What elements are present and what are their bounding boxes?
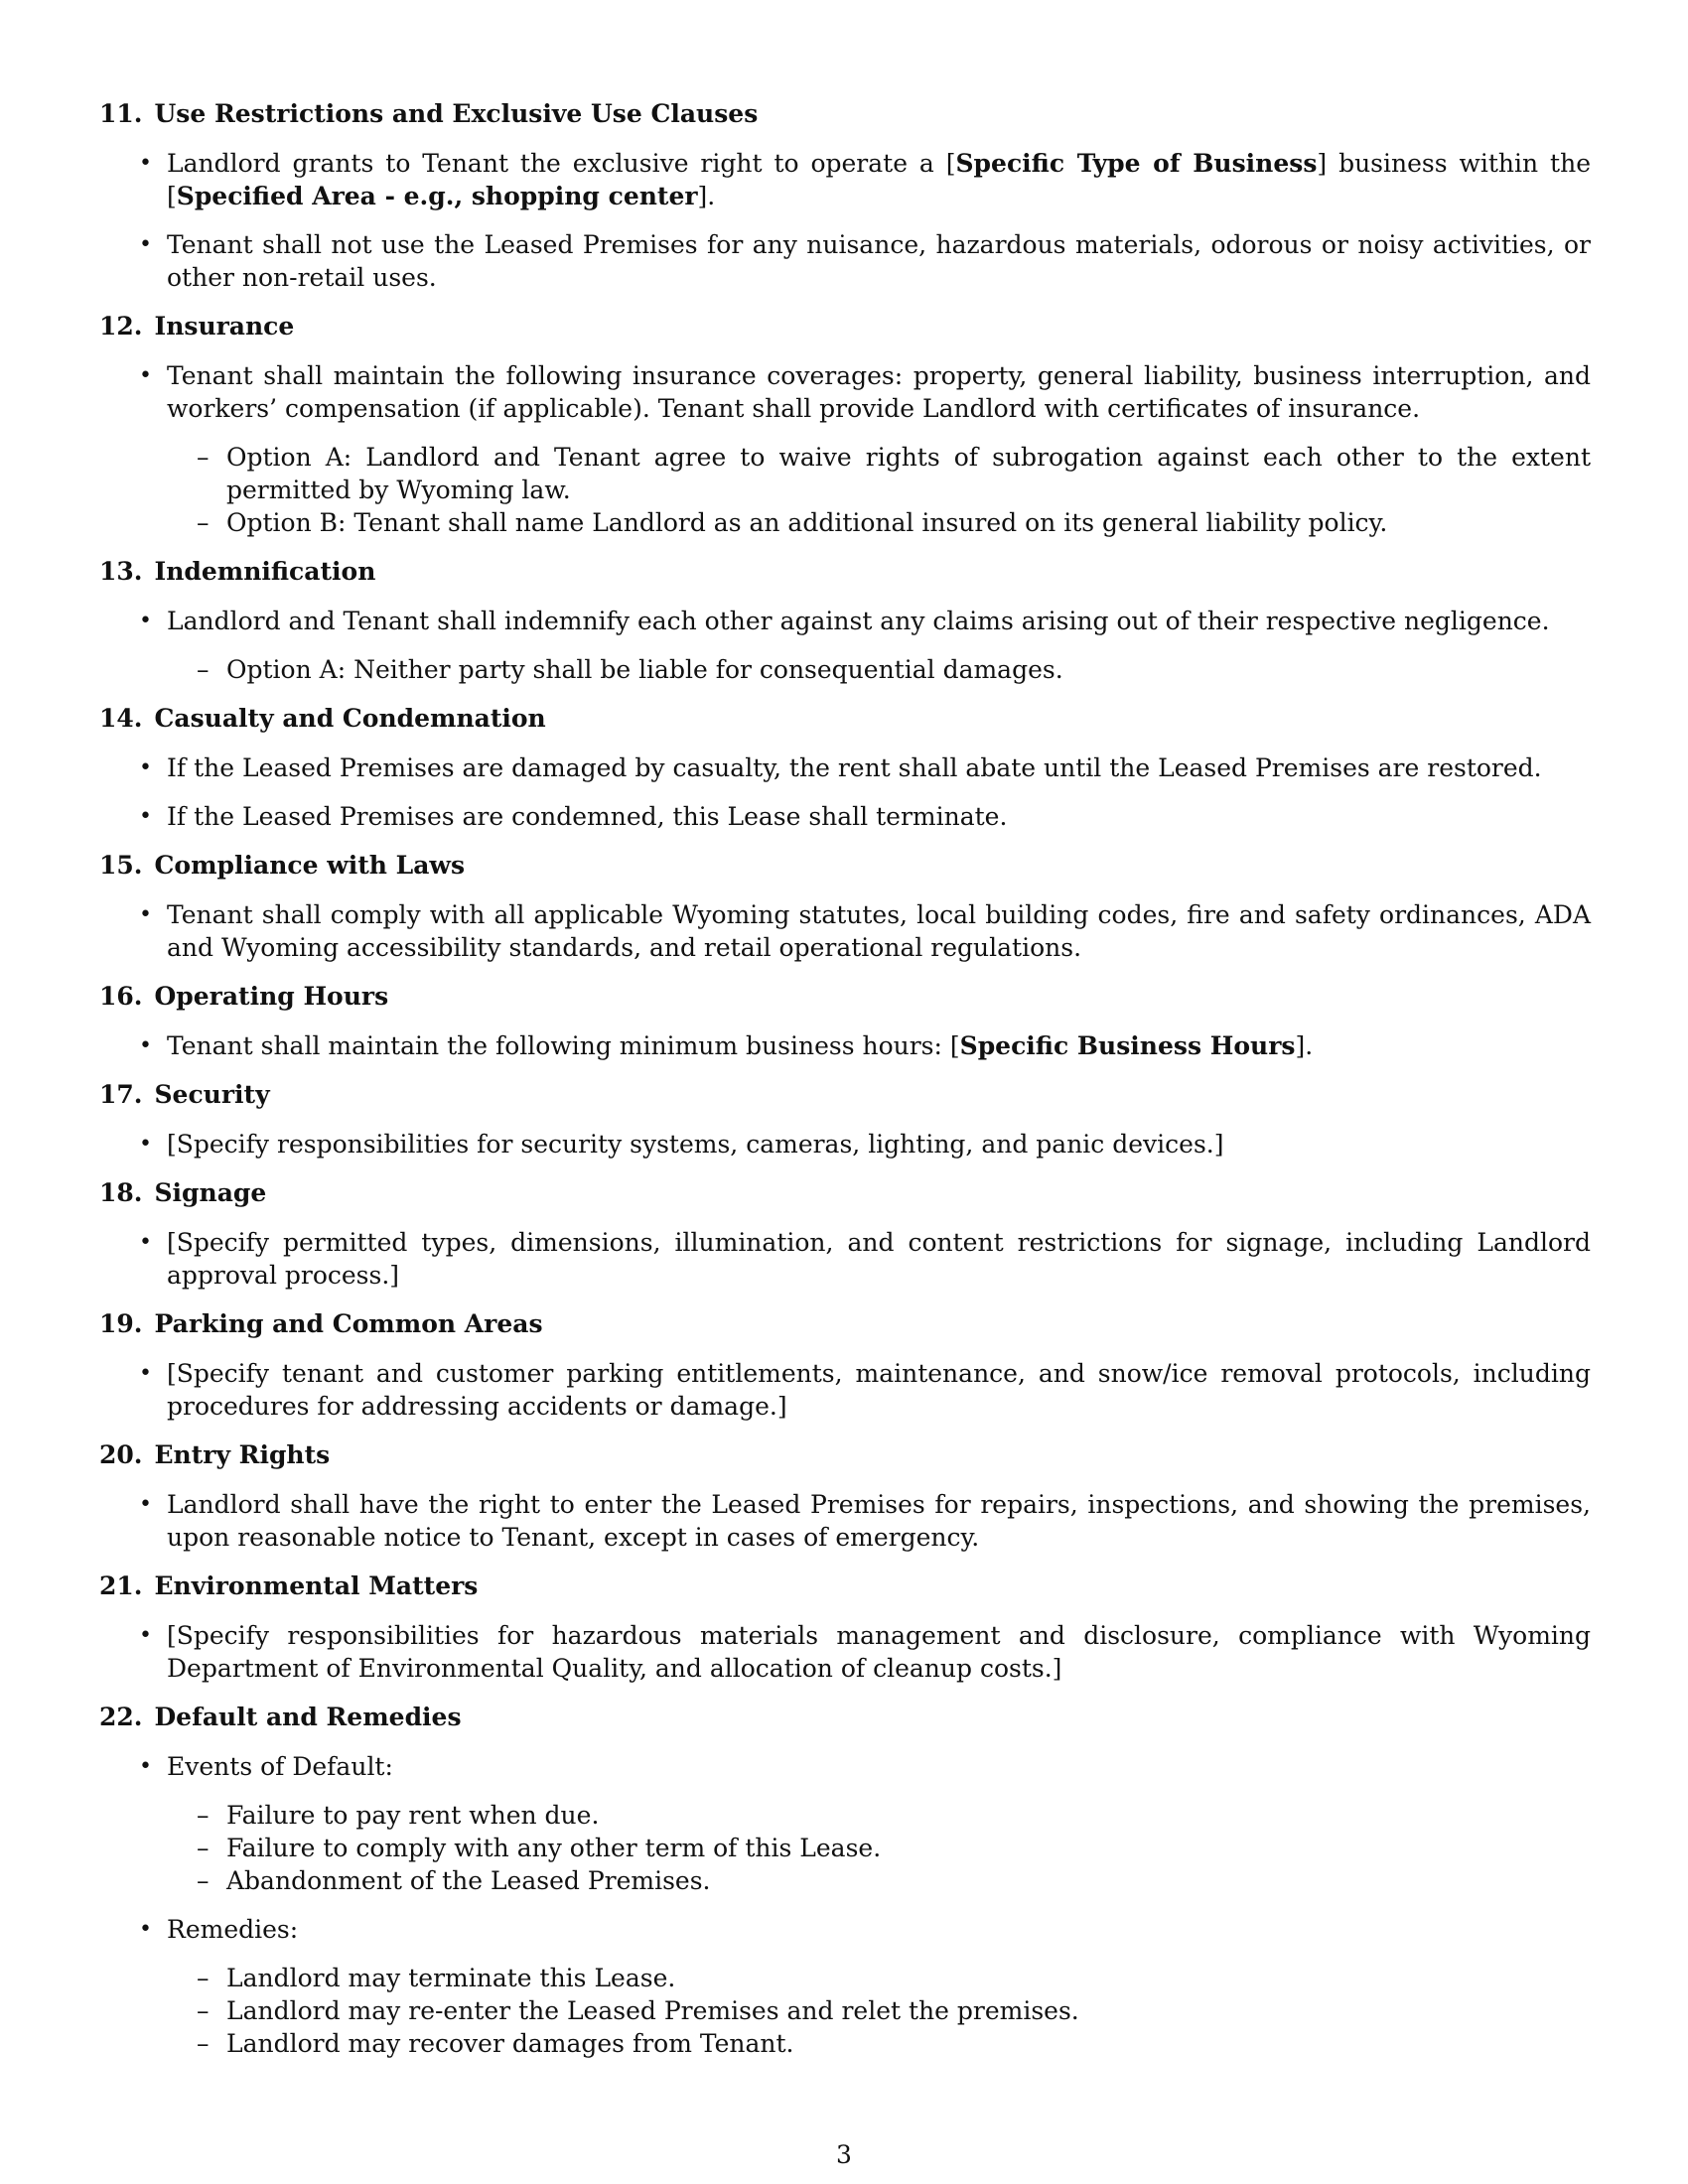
sub-item bbox=[167, 1994, 1591, 2027]
sub-item bbox=[167, 506, 1591, 539]
placeholder-text: Specified Area - e.g., shopping center bbox=[176, 182, 698, 210]
dash-icon: – bbox=[197, 1834, 210, 1862]
sub-item bbox=[167, 1962, 1591, 1994]
section-heading bbox=[99, 1176, 1591, 1210]
section bbox=[99, 97, 1591, 294]
bullet-text: ]. bbox=[1295, 1031, 1314, 1060]
bullet-icon: • bbox=[139, 151, 152, 176]
sub-item-text: Failure to pay rent when due. bbox=[226, 1801, 600, 1830]
section bbox=[99, 555, 1591, 686]
bullet-list bbox=[99, 605, 1591, 686]
bullet-list bbox=[99, 751, 1591, 833]
bullet-item bbox=[99, 147, 1591, 212]
bullet-list bbox=[99, 147, 1591, 294]
section bbox=[99, 1176, 1591, 1292]
bullet-text: Tenant shall maintain the following minimum business hours: [ bbox=[167, 1031, 960, 1060]
sub-item-text: Option B: Tenant shall name Landlord as an additional insured on its general liability policy. bbox=[226, 508, 1388, 537]
bullet-icon: • bbox=[139, 1917, 152, 1942]
section bbox=[99, 980, 1591, 1062]
section-title: Indemnification bbox=[154, 557, 376, 586]
bullet-item bbox=[99, 605, 1591, 686]
sub-item bbox=[167, 1832, 1591, 1864]
section-heading bbox=[99, 1570, 1591, 1603]
bullet-item bbox=[99, 228, 1591, 294]
bullet-icon: • bbox=[139, 1132, 152, 1157]
bullet-text: Events of Default: bbox=[167, 1752, 393, 1781]
section-number: 17. bbox=[99, 1080, 143, 1109]
sub-list bbox=[167, 1799, 1591, 1897]
section-heading bbox=[99, 310, 1591, 343]
sub-item bbox=[167, 1864, 1591, 1897]
section-number: 18. bbox=[99, 1178, 143, 1207]
section-heading bbox=[99, 1307, 1591, 1341]
bullet-text: Tenant shall comply with all applicable Wyoming statutes, local building codes, fire and safety ordinances, ADA and Wyoming accessibility standards, and retail operational regulations. bbox=[167, 900, 1591, 962]
sub-item-text: Failure to comply with any other term of this Lease. bbox=[226, 1834, 882, 1862]
section bbox=[99, 702, 1591, 833]
bullet-list bbox=[99, 1226, 1591, 1292]
section bbox=[99, 1438, 1591, 1554]
section bbox=[99, 1570, 1591, 1685]
dash-icon: – bbox=[197, 1996, 210, 2025]
dash-icon: – bbox=[197, 655, 210, 684]
section bbox=[99, 849, 1591, 964]
sub-list bbox=[167, 653, 1591, 686]
section-number: 11. bbox=[99, 99, 143, 128]
section-number: 22. bbox=[99, 1703, 143, 1731]
sub-item-text: Landlord may terminate this Lease. bbox=[226, 1964, 676, 1992]
bullet-item bbox=[99, 1226, 1591, 1292]
bullet-list bbox=[99, 1619, 1591, 1685]
sub-list bbox=[167, 1962, 1591, 2060]
section-number: 16. bbox=[99, 982, 143, 1011]
bullet-item bbox=[99, 1488, 1591, 1554]
section-title: Casualty and Condemnation bbox=[154, 704, 546, 733]
section-number: 12. bbox=[99, 312, 143, 341]
bullet-icon: • bbox=[139, 755, 152, 780]
bullet-icon: • bbox=[139, 1033, 152, 1058]
bullet-text: If the Leased Premises are condemned, this Lease shall terminate. bbox=[167, 802, 1008, 831]
placeholder-text: Specific Business Hours bbox=[959, 1031, 1296, 1060]
bullet-text: [Specify responsibilities for hazardous materials management and disclosure, compliance with Wyoming Department of Environmental Quality, and allocation of cleanup costs.] bbox=[167, 1621, 1591, 1683]
section-title: Environmental Matters bbox=[154, 1571, 479, 1600]
section-number: 19. bbox=[99, 1309, 143, 1338]
dash-icon: – bbox=[197, 443, 210, 472]
bullet-list bbox=[99, 359, 1591, 539]
sub-item-text: Abandonment of the Leased Premises. bbox=[226, 1866, 711, 1895]
bullet-text: ]. bbox=[697, 182, 716, 210]
bullet-item bbox=[99, 359, 1591, 539]
bullet-icon: • bbox=[139, 1623, 152, 1648]
section-number: 15. bbox=[99, 851, 143, 880]
section-number: 21. bbox=[99, 1571, 143, 1600]
bullet-text: Landlord and Tenant shall indemnify each other against any claims arising out of their respective negligence. bbox=[167, 607, 1550, 635]
bullet-list bbox=[99, 1029, 1591, 1062]
bullet-item bbox=[99, 1619, 1591, 1685]
bullet-text: Tenant shall maintain the following insurance coverages: property, general liability, business interruption, and workers’ compensation (if applicable). Tenant shall provide Landlord with certificates of insurance. bbox=[167, 361, 1591, 423]
bullet-icon: • bbox=[139, 902, 152, 927]
section-title: Entry Rights bbox=[154, 1440, 331, 1469]
section-heading bbox=[99, 849, 1591, 883]
bullet-text: [Specify permitted types, dimensions, illumination, and content restrictions for signage, including Landlord approval process.] bbox=[167, 1228, 1591, 1290]
section-title: Use Restrictions and Exclusive Use Clauses bbox=[154, 99, 759, 128]
bullet-icon: • bbox=[139, 804, 152, 829]
sub-item bbox=[167, 653, 1591, 686]
bullet-text: If the Leased Premises are damaged by casualty, the rent shall abate until the Leased Premises are restored. bbox=[167, 753, 1542, 782]
bullet-icon: • bbox=[139, 232, 152, 257]
bullet-item bbox=[99, 1357, 1591, 1423]
section bbox=[99, 1078, 1591, 1160]
bullet-list bbox=[99, 1128, 1591, 1160]
section-heading bbox=[99, 97, 1591, 131]
section-number: 20. bbox=[99, 1440, 143, 1469]
bullet-icon: • bbox=[139, 1492, 152, 1517]
bullet-icon: • bbox=[139, 1754, 152, 1779]
sub-item bbox=[167, 1799, 1591, 1832]
bullet-item bbox=[99, 751, 1591, 784]
section-heading bbox=[99, 1078, 1591, 1112]
bullet-text: Tenant shall not use the Leased Premises for any nuisance, hazardous materials, odorous or noisy activities, or other non-retail uses. bbox=[167, 230, 1591, 292]
bullet-text: [Specify tenant and customer parking entitlements, maintenance, and snow/ice removal protocols, including procedures for addressing accidents or damage.] bbox=[167, 1359, 1591, 1421]
bullet-item bbox=[99, 1750, 1591, 1897]
bullet-item bbox=[99, 898, 1591, 964]
section-heading bbox=[99, 555, 1591, 589]
bullet-text: [Specify responsibilities for security systems, cameras, lighting, and panic devices.] bbox=[167, 1130, 1224, 1159]
dash-icon: – bbox=[197, 1866, 210, 1895]
bullet-text: Remedies: bbox=[167, 1915, 299, 1944]
section bbox=[99, 310, 1591, 539]
bullet-icon: • bbox=[139, 609, 152, 633]
page-number: 3 bbox=[836, 2140, 852, 2169]
document-page bbox=[99, 97, 1591, 2076]
dash-icon: – bbox=[197, 2029, 210, 2058]
dash-icon: – bbox=[197, 1964, 210, 1992]
sub-item bbox=[167, 441, 1591, 506]
section bbox=[99, 1701, 1591, 2060]
placeholder-text: Specific Type of Business bbox=[955, 149, 1318, 178]
section-heading bbox=[99, 1701, 1591, 1734]
bullet-item bbox=[99, 800, 1591, 833]
section-number: 14. bbox=[99, 704, 143, 733]
sub-item bbox=[167, 2027, 1591, 2060]
bullet-text: Landlord shall have the right to enter the Leased Premises for repairs, inspections, and showing the premises, upon reasonable notice to Tenant, except in cases of emergency. bbox=[167, 1490, 1591, 1552]
dash-icon: – bbox=[197, 1801, 210, 1830]
sub-item-text: Landlord may re-enter the Leased Premises and relet the premises. bbox=[226, 1996, 1079, 2025]
bullet-icon: • bbox=[139, 1361, 152, 1386]
bullet-list bbox=[99, 1357, 1591, 1423]
section-title: Security bbox=[154, 1080, 270, 1109]
bullet-list bbox=[99, 898, 1591, 964]
section-heading bbox=[99, 702, 1591, 736]
section-title: Operating Hours bbox=[154, 982, 389, 1011]
bullet-icon: • bbox=[139, 363, 152, 388]
bullet-list bbox=[99, 1488, 1591, 1554]
section-title: Default and Remedies bbox=[154, 1703, 462, 1731]
section-heading bbox=[99, 980, 1591, 1014]
bullet-item bbox=[99, 1128, 1591, 1160]
bullet-list bbox=[99, 1750, 1591, 2060]
bullet-item bbox=[99, 1913, 1591, 2060]
sub-item-text: Option A: Landlord and Tenant agree to waive rights of subrogation against each other to the extent permitted by Wyoming law. bbox=[226, 443, 1591, 504]
section-title: Signage bbox=[154, 1178, 267, 1207]
sub-item-text: Option A: Neither party shall be liable for consequential damages. bbox=[226, 655, 1063, 684]
bullet-text: Landlord grants to Tenant the exclusive right to operate a [ bbox=[167, 149, 956, 178]
bullet-text: ] business within the [ bbox=[167, 149, 1591, 210]
bullet-icon: • bbox=[139, 1230, 152, 1255]
section-title: Compliance with Laws bbox=[154, 851, 466, 880]
sub-list bbox=[167, 441, 1591, 539]
section-number: 13. bbox=[99, 557, 143, 586]
section-title: Parking and Common Areas bbox=[154, 1309, 543, 1338]
section-heading bbox=[99, 1438, 1591, 1472]
sub-item-text: Landlord may recover damages from Tenant. bbox=[226, 2029, 794, 2058]
dash-icon: – bbox=[197, 508, 210, 537]
bullet-item bbox=[99, 1029, 1591, 1062]
section bbox=[99, 1307, 1591, 1423]
section-title: Insurance bbox=[154, 312, 295, 341]
